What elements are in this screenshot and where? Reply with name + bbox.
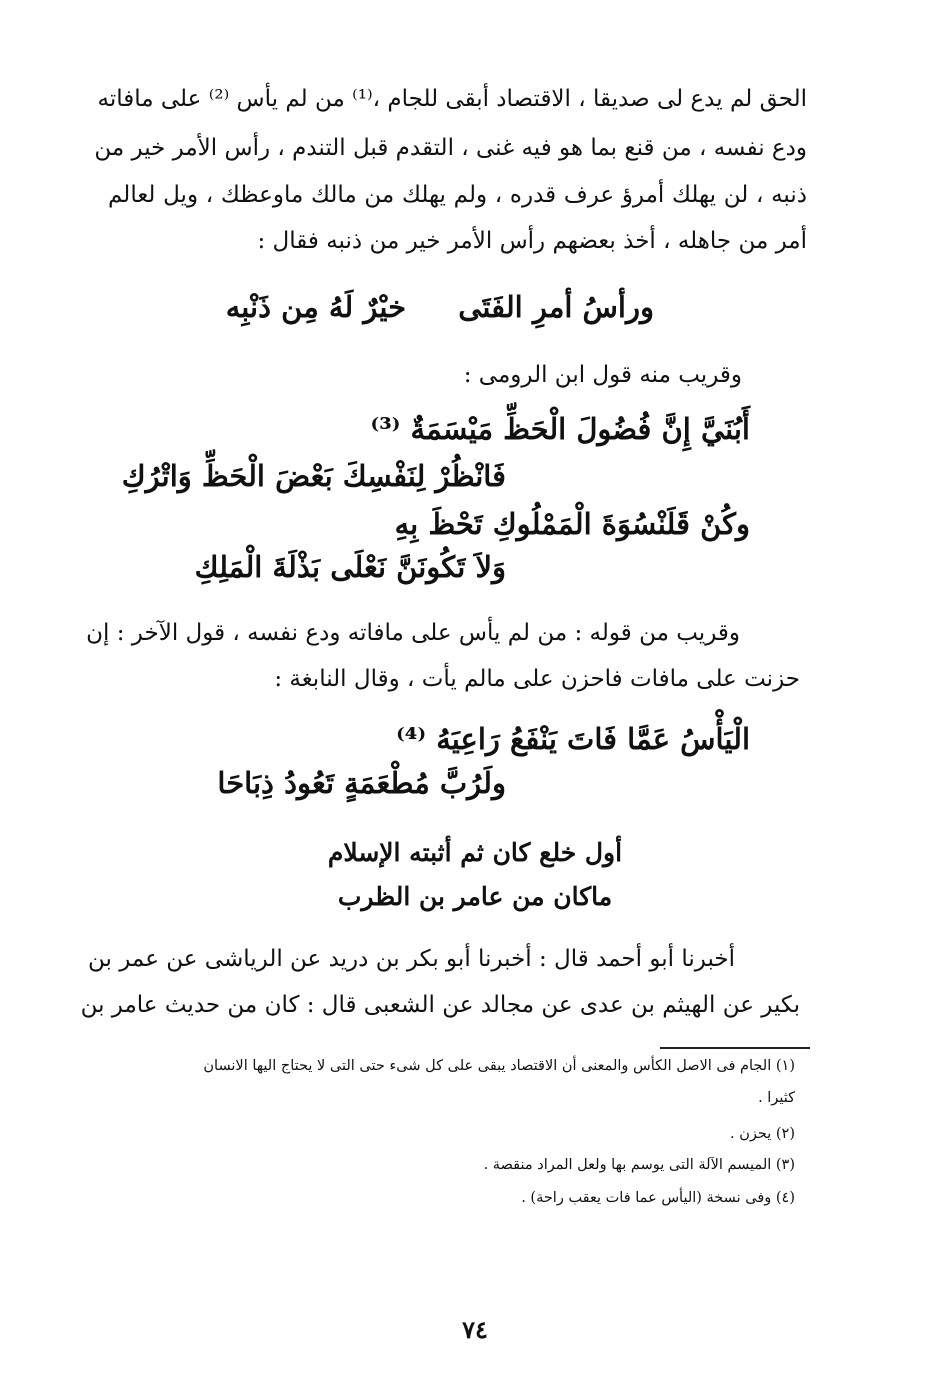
section-heading-line-1: أول خلع كان ثم أثبته الإسلام (327, 838, 623, 867)
poem-2-line-4: وَلاَ تَكُونَنَّ نَعْلَى بَذْلَةَ الْمَلِكِ (194, 550, 506, 584)
poem-2-line-3: وكُنْ قَلَنْسُوَةَ الْمَمْلُوكِ تَحْظَ بِهِ (394, 507, 750, 541)
footnote-4: (٤) وفى نسخة (اليأس عما فات يعقب راحة) . (521, 1190, 795, 1206)
verse-1-first-hemistich: ورأسُ أمرِ الفَتَى (458, 290, 654, 324)
footnote-2: (٢) يحزن . (730, 1126, 795, 1142)
section-heading-line-2: ماكان من عامر بن الظرب (337, 882, 613, 911)
paragraph-3-line-1: أخبرنا أبو أحمد قال : أخبرنا أبو بكر بن دريد عن الرياشى عن عمر بن (88, 946, 735, 972)
paragraph-1-line-3: ذنبه ، لن يهلك أمرؤ عرف قدره ، ولم يهلك من مالك ماوعظك ، ويل لعالم (108, 182, 807, 208)
poem-2-intro: وقريب منه قول ابن الرومى : (463, 362, 742, 388)
poem-2-line-1: أَبُنَيَّ إِنَّ فُضُولَ الْحَظِّ مَيْسَمَةٌ ⁽³⁾ (370, 412, 750, 446)
poem-2-line-2: فَانْظُرْ لِنَفْسِكَ بَعْضَ الْحَظِّ وَاتْرُكِ (121, 459, 506, 493)
poem-3-line-1: الْيَأْسُ عَمَّا فَاتَ يَنْفَعُ رَاعِيَهُ ⁽⁴⁾ (396, 722, 750, 756)
paragraph-3-line-2: بكير عن الهيثم بن عدى عن مجالد عن الشعبى قال : كان من حديث عامر بن (80, 992, 800, 1018)
paragraph-1-line-2: ودع نفسه ، من قنع بما هو فيه غنى ، التقدم قبل التندم ، رأس الأمر خير من (94, 135, 807, 161)
verse-1-second-hemistich: خيْرٌ لَهُ مِن ذَنْبِه (225, 290, 406, 324)
page-number: ٧٤ (462, 1315, 488, 1344)
poem-3-line-2: ولَرُبَّ مُطْعَمَةٍ تَعُودُ ذِبَاحَا (217, 766, 506, 800)
paragraph-2-line-2: حزنت على مافات فاحزن على مالم يأت ، وقال النابغة : (274, 666, 800, 692)
paragraph-1-line-4: أمر من جاهله ، أخذ بعضهم رأس الأمر خير من ذنبه فقال : (257, 228, 807, 254)
paragraph-1-line-1: الحق لم يدع لى صديقا ، الاقتصاد أبقى للجام ،⁽¹⁾ من لم يأس ⁽²⁾ على مافاته (97, 86, 807, 112)
footnote-3: (٣) الميسم الآلة التى يوسم بها ولعل المراد منقصة . (483, 1157, 795, 1173)
footnote-1-line-1: (١) الجام فى الاصل الكأس والمعنى أن الاقتصاد يبقى على كل شىء حتى التى لا يحتاج اليها الانسان (203, 1058, 795, 1074)
paragraph-2-line-1: وقريب من قوله : من لم يأس على مافاته ودع نفسه ، قول الآخر : إن (86, 620, 740, 646)
footnote-1-line-2: كثيرا . (758, 1090, 795, 1106)
footnote-divider (660, 1047, 810, 1049)
